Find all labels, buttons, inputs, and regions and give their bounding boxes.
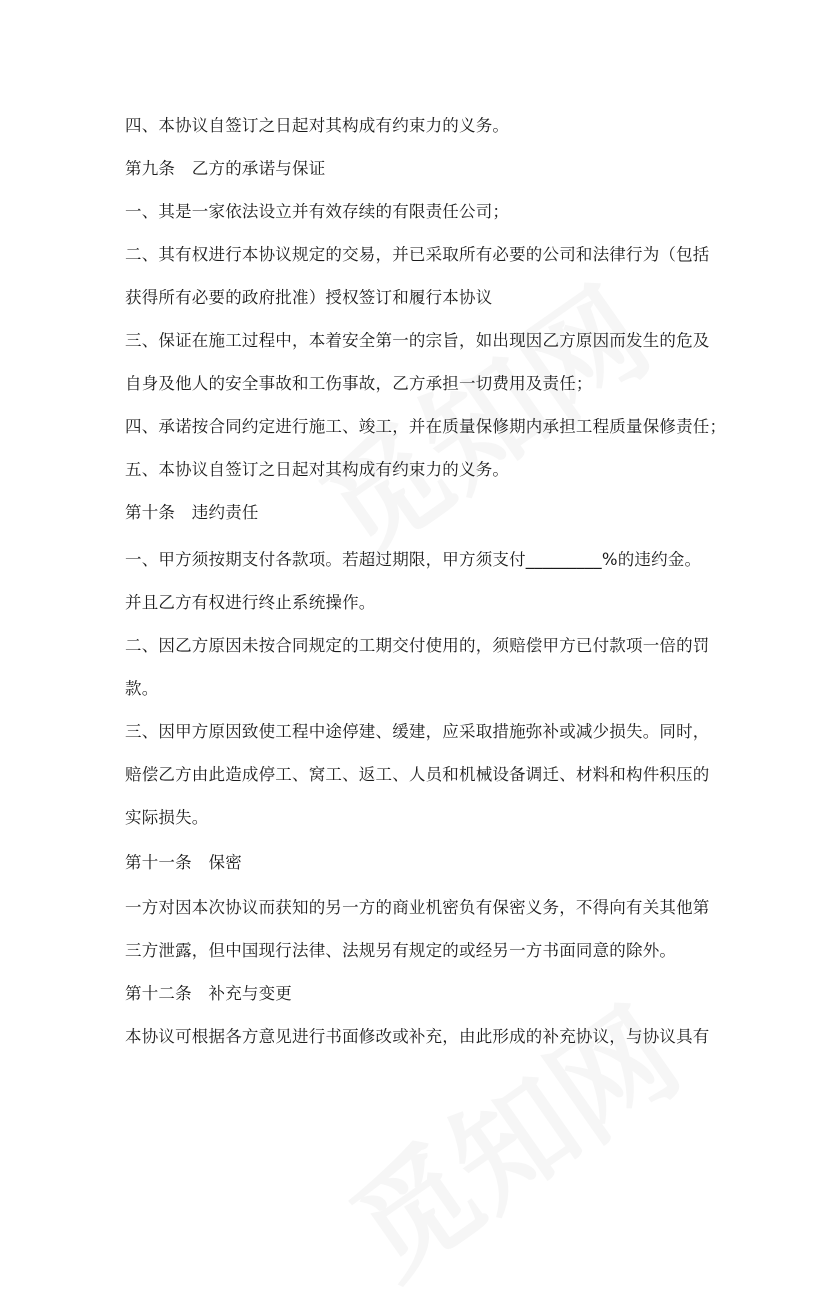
paragraph-line: 二、因乙方原因未按合同规定的工期交付使用的，须赔偿甲方已付款项一倍的罚 bbox=[125, 636, 710, 655]
paragraph-line: 赔偿乙方由此造成停工、窝工、返工、人员和机械设备调迁、材料和构件积压的 bbox=[125, 765, 710, 784]
paragraph-line: 三方泄露，但中国现行法律、法规另有规定的或经另一方书面同意的除外。 bbox=[125, 941, 677, 960]
paragraph-line: 实际损失。 bbox=[125, 808, 209, 827]
paragraph-line: 自身及他人的安全事故和工伤事故，乙方承担一切费用及责任； bbox=[125, 374, 593, 393]
paragraph-line: 四、本协议自签订之日起对其构成有约束力的义务。 bbox=[125, 116, 510, 135]
watermark bbox=[313, 962, 707, 1309]
section-heading: 第十二条 补充与变更 bbox=[125, 984, 292, 1003]
section-heading: 第十条 违约责任 bbox=[125, 503, 259, 522]
paragraph-line: 并且乙方有权进行终止系统操作。 bbox=[125, 593, 376, 612]
paragraph-line: 本协议可根据各方意见进行书面修改或补充，由此形成的补充协议，与协议具有 bbox=[125, 1027, 710, 1046]
paragraph-line: 一、其是一家依法设立并有效存续的有限责任公司； bbox=[125, 202, 510, 221]
paragraph-line: 三、因甲方原因致使工程中途停建、缓建，应采取措施弥补或减少损失。同时， bbox=[125, 722, 710, 741]
paragraph-line: 四、承诺按合同约定进行施工、竣工，并在质量保修期内承担工程质量保修责任； bbox=[125, 417, 727, 436]
paragraph-line: 获得所有必要的政府批准）授权签订和履行本协议 bbox=[125, 288, 493, 307]
section-heading: 第九条 乙方的承诺与保证 bbox=[125, 159, 326, 178]
section-heading: 第十一条 保密 bbox=[125, 853, 242, 872]
paragraph-line: 三、保证在施工过程中，本着安全第一的宗旨，如出现因乙方原因而发生的危及 bbox=[125, 331, 710, 350]
paragraph-line: 款。 bbox=[125, 679, 159, 698]
paragraph-line: 一方对因本次协议而获知的另一方的商业机密负有保密义务，不得向有关其他第 bbox=[125, 898, 710, 917]
paragraph-line: 一、甲方须按期支付各款项。若超过期限，甲方须支付_________%的违约金。 bbox=[125, 550, 702, 569]
paragraph-line: 二、其有权进行本协议规定的交易，并已采取所有必要的公司和法律行为（包括 bbox=[125, 245, 710, 264]
paragraph-line: 五、本协议自签订之日起对其构成有约束力的义务。 bbox=[125, 460, 510, 479]
